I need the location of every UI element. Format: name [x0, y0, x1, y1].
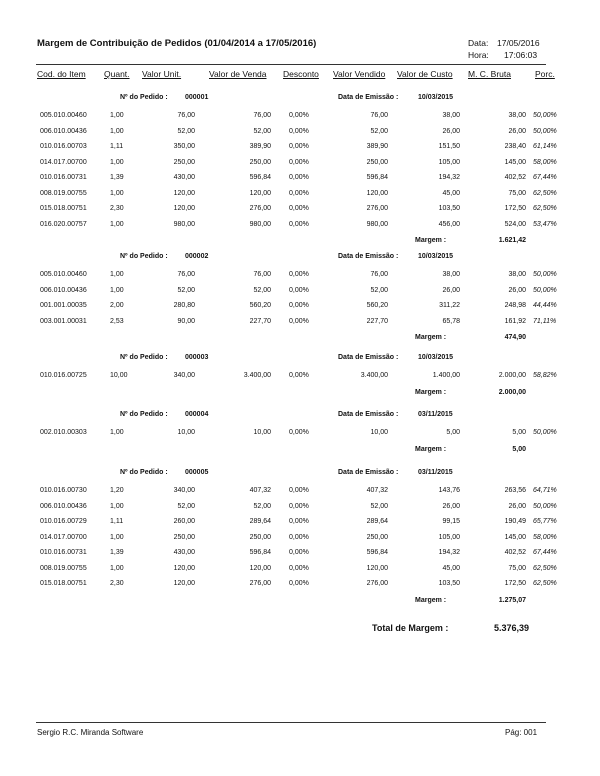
cell-valor-unit: 52,00: [177, 502, 195, 510]
cell-cod-item: 010.016.00731: [40, 174, 87, 181]
cell-mc-bruta: 524,00: [504, 220, 526, 228]
cell-valor-vendido: 596,84: [366, 549, 388, 556]
header-divider: [36, 64, 546, 65]
table-row: [0, 221, 600, 233]
cell-valor-unit: 52,00: [177, 286, 195, 294]
col-valor-vendido: Valor Vendido: [333, 69, 386, 79]
cell-mc-bruta: 145,00: [504, 533, 526, 541]
cell-valor-custo: 65,78: [442, 317, 460, 325]
col-cod-item: Cod. do Item: [37, 69, 86, 79]
col-desconto: Desconto: [283, 69, 319, 79]
cell-desconto: 0,00%: [289, 533, 309, 541]
cell-quant: 1,00: [110, 564, 124, 572]
cell-cod-item: 006.010.00436: [40, 286, 87, 294]
cell-valor-venda: 596,84: [249, 174, 271, 181]
cell-quant: 1,39: [110, 174, 124, 181]
cell-valor-venda: 120,00: [249, 189, 271, 197]
cell-valor-custo: 99,15: [442, 518, 460, 525]
cell-valor-unit: 350,00: [173, 143, 195, 150]
cell-valor-venda: 276,00: [249, 580, 271, 587]
cell-desconto: 0,00%: [289, 502, 309, 510]
cell-mc-bruta: 263,56: [504, 487, 526, 494]
cell-desconto: 0,00%: [289, 549, 309, 556]
order-number-label: Nº do Pedido :: [120, 354, 168, 361]
cell-valor-unit: 120,00: [173, 205, 195, 212]
cell-cod-item: 005.010.00460: [40, 112, 87, 119]
emission-date: 10/03/2015: [418, 354, 454, 361]
time-value: 17:06:03: [504, 50, 538, 60]
footer-divider: [36, 722, 546, 723]
cell-desconto: 0,00%: [289, 271, 309, 278]
cell-valor-custo: 45,00: [442, 564, 460, 572]
cell-valor-custo: 194,32: [438, 549, 460, 556]
col-quant: Quant.: [104, 69, 130, 79]
margin-value: 1.621,42: [498, 237, 526, 244]
cell-desconto: 0,00%: [289, 317, 309, 325]
cell-valor-vendido: 3.400,00: [360, 372, 388, 379]
cell-valor-venda: 250,00: [249, 533, 271, 541]
cell-cod-item: 008.019.00755: [40, 564, 87, 572]
table-row: [0, 271, 600, 283]
cell-valor-unit: 250,00: [173, 533, 195, 541]
col-porc: Porc.: [535, 69, 555, 79]
cell-quant: 2,00: [110, 302, 124, 309]
cell-desconto: 0,00%: [289, 564, 309, 572]
cell-porc: 58,00%: [533, 158, 557, 166]
cell-valor-vendido: 120,00: [366, 189, 388, 197]
margin-label: Margem :: [415, 596, 447, 604]
cell-porc: 50,00%: [533, 271, 557, 278]
cell-quant: 1,00: [110, 286, 124, 294]
cell-porc: 53,47%: [533, 220, 557, 228]
cell-valor-unit: 430,00: [173, 174, 195, 181]
cell-valor-vendido: 250,00: [366, 158, 388, 166]
cell-mc-bruta: 172,50: [504, 580, 526, 587]
cell-quant: 1,00: [110, 127, 124, 135]
cell-porc: 62,50%: [533, 580, 557, 587]
cell-valor-custo: 311,22: [439, 302, 460, 309]
table-row: [0, 190, 600, 202]
cell-valor-vendido: 560,20: [366, 302, 388, 309]
table-row: [0, 503, 600, 515]
cell-desconto: 0,00%: [289, 205, 309, 212]
cell-quant: 1,00: [110, 189, 124, 197]
date-value: 17/05/2016: [497, 38, 540, 48]
cell-mc-bruta: 2.000,00: [498, 372, 526, 379]
cell-desconto: 0,00%: [289, 127, 309, 135]
cell-valor-unit: 120,00: [173, 564, 195, 572]
cell-cod-item: 010.016.00731: [40, 549, 87, 556]
cell-porc: 50,00%: [533, 429, 557, 436]
total-margin-label: Total de Margem :: [372, 623, 449, 633]
footer-company: Sergio R.C. Miranda Software: [37, 728, 144, 737]
cell-mc-bruta: 26,00: [508, 286, 526, 294]
cell-cod-item: 010.016.00729: [40, 518, 87, 525]
table-row: [0, 287, 600, 299]
cell-quant: 1,11: [110, 143, 124, 150]
cell-valor-venda: 10,00: [253, 429, 271, 436]
cell-porc: 62,50%: [533, 564, 557, 572]
table-row: [0, 429, 600, 441]
table-row: [0, 372, 600, 384]
cell-quant: 10,00: [110, 372, 128, 379]
cell-mc-bruta: 5,00: [512, 429, 526, 436]
table-row: [0, 318, 600, 330]
cell-quant: 2,53: [110, 317, 124, 325]
cell-porc: 50,00%: [533, 286, 557, 294]
cell-mc-bruta: 38,00: [508, 271, 526, 278]
margin-value: 474,90: [504, 334, 526, 341]
cell-cod-item: 010.016.00703: [40, 143, 87, 150]
cell-valor-vendido: 596,84: [366, 174, 388, 181]
cell-cod-item: 008.019.00755: [40, 189, 87, 197]
cell-cod-item: 010.016.00730: [40, 487, 87, 494]
margin-label: Margem :: [415, 445, 447, 453]
cell-desconto: 0,00%: [289, 518, 309, 525]
cell-valor-unit: 250,00: [173, 158, 195, 166]
cell-valor-custo: 38,00: [442, 271, 460, 278]
cell-porc: 67,44%: [533, 174, 557, 181]
col-valor-custo: Valor de Custo: [397, 69, 453, 79]
cell-mc-bruta: 75,00: [508, 189, 526, 197]
time-label: Hora:: [468, 50, 489, 60]
cell-mc-bruta: 172,50: [504, 205, 526, 212]
cell-valor-unit: 340,00: [173, 372, 195, 379]
cell-mc-bruta: 26,00: [508, 502, 526, 510]
footer-page: Pág: 001: [505, 728, 538, 737]
cell-valor-venda: 596,84: [249, 549, 271, 556]
cell-porc: 58,00%: [533, 533, 557, 541]
cell-valor-vendido: 52,00: [370, 286, 388, 294]
margin-label: Margem :: [415, 237, 447, 244]
cell-valor-venda: 52,00: [253, 286, 271, 294]
col-valor-venda: Valor de Venda: [209, 69, 267, 79]
cell-valor-vendido: 227,70: [366, 317, 388, 325]
cell-valor-vendido: 120,00: [366, 564, 388, 572]
cell-quant: 1,00: [110, 502, 124, 510]
cell-cod-item: 015.018.00751: [40, 580, 87, 587]
cell-cod-item: 001.001.00035: [40, 302, 87, 309]
cell-valor-venda: 120,00: [249, 564, 271, 572]
cell-valor-vendido: 980,00: [366, 220, 388, 228]
cell-porc: 58,82%: [533, 372, 557, 379]
emission-date-label: Data de Emissão :: [338, 411, 399, 418]
cell-porc: 67,44%: [533, 549, 557, 556]
cell-desconto: 0,00%: [289, 112, 309, 119]
cell-cod-item: 010.016.00725: [40, 372, 87, 379]
cell-valor-unit: 76,00: [177, 112, 195, 119]
cell-desconto: 0,00%: [289, 372, 309, 379]
cell-valor-venda: 980,00: [249, 220, 271, 228]
cell-valor-vendido: 389,90: [366, 143, 388, 150]
emission-date: 10/03/2015: [418, 94, 454, 101]
order-number-label: Nº do Pedido :: [120, 253, 168, 260]
table-row: [0, 534, 600, 546]
cell-valor-vendido: 289,64: [366, 518, 388, 525]
cell-valor-venda: 289,64: [249, 518, 271, 525]
cell-desconto: 0,00%: [289, 158, 309, 166]
cell-valor-custo: 26,00: [442, 286, 460, 294]
cell-desconto: 0,00%: [289, 429, 309, 436]
cell-porc: 62,50%: [533, 189, 557, 197]
cell-cod-item: 006.010.00436: [40, 502, 87, 510]
cell-valor-custo: 26,00: [442, 502, 460, 510]
cell-cod-item: 015.018.00751: [40, 205, 87, 212]
cell-desconto: 0,00%: [289, 174, 309, 181]
cell-valor-venda: 407,32: [249, 487, 271, 494]
margin-value: 2.000,00: [498, 388, 526, 396]
cell-cod-item: 003.001.00031: [40, 317, 87, 325]
cell-valor-venda: 3.400,00: [243, 372, 271, 379]
cell-valor-vendido: 76,00: [370, 271, 388, 278]
table-row: [0, 174, 600, 186]
table-row: [0, 565, 600, 577]
cell-valor-venda: 76,00: [253, 112, 271, 119]
cell-valor-vendido: 10,00: [370, 429, 388, 436]
cell-valor-venda: 250,00: [249, 158, 271, 166]
cell-valor-venda: 276,00: [249, 205, 271, 212]
cell-desconto: 0,00%: [289, 580, 309, 587]
table-row: [0, 549, 600, 561]
order-number-label: Nº do Pedido :: [120, 94, 168, 101]
cell-valor-vendido: 407,32: [366, 487, 388, 494]
cell-valor-venda: 52,00: [253, 127, 271, 135]
cell-quant: 1,00: [110, 271, 124, 278]
emission-date-label: Data de Emissão :: [338, 469, 399, 476]
cell-porc: 71,11%: [533, 317, 557, 325]
cell-cod-item: 014.017.00700: [40, 158, 87, 166]
report-title: Margem de Contribuição de Pedidos (01/04/2014 a 17/05/2016): [37, 38, 317, 49]
cell-valor-unit: 260,00: [173, 518, 195, 525]
cell-cod-item: 005.010.00460: [40, 271, 87, 278]
cell-quant: 2,30: [110, 205, 124, 212]
cell-mc-bruta: 248,98: [504, 302, 526, 309]
emission-date: 03/11/2015: [418, 411, 453, 418]
cell-valor-custo: 1.400,00: [432, 372, 460, 379]
cell-cod-item: 014.017.00700: [40, 533, 87, 541]
date-label: Data:: [468, 38, 489, 48]
cell-mc-bruta: 402,52: [504, 174, 526, 181]
emission-date-label: Data de Emissão :: [338, 354, 399, 361]
cell-quant: 1,00: [110, 158, 124, 166]
table-row: [0, 302, 600, 314]
cell-porc: 50,00%: [533, 127, 557, 135]
cell-valor-vendido: 52,00: [370, 127, 388, 135]
cell-desconto: 0,00%: [289, 487, 309, 494]
margin-label: Margem :: [415, 388, 447, 396]
emission-date-label: Data de Emissão :: [338, 253, 399, 260]
cell-valor-custo: 103,50: [438, 205, 460, 212]
cell-valor-unit: 430,00: [173, 549, 195, 556]
cell-mc-bruta: 38,00: [508, 112, 526, 119]
cell-valor-unit: 10,00: [177, 429, 195, 436]
cell-mc-bruta: 26,00: [508, 127, 526, 135]
cell-valor-unit: 76,00: [177, 271, 195, 278]
cell-porc: 62,50%: [533, 205, 557, 212]
cell-valor-custo: 105,00: [438, 533, 460, 541]
cell-desconto: 0,00%: [289, 286, 309, 294]
cell-quant: 1,00: [110, 112, 124, 119]
cell-valor-custo: 45,00: [442, 189, 460, 197]
cell-valor-unit: 120,00: [173, 189, 195, 197]
cell-mc-bruta: 161,92: [504, 317, 526, 325]
order-number: 000001: [185, 94, 209, 101]
emission-date-label: Data de Emissão :: [338, 94, 399, 101]
cell-quant: 1,00: [110, 429, 124, 436]
cell-valor-custo: 105,00: [438, 158, 460, 166]
cell-valor-unit: 120,00: [173, 580, 195, 587]
margin-value: 5,00: [512, 445, 526, 453]
table-row: [0, 580, 600, 592]
cell-porc: 50,00%: [533, 112, 557, 119]
cell-mc-bruta: 75,00: [508, 564, 526, 572]
cell-quant: 1,20: [110, 487, 124, 494]
cell-valor-venda: 560,20: [249, 302, 271, 309]
table-row: [0, 159, 600, 171]
margin-label: Margem :: [415, 334, 447, 341]
cell-mc-bruta: 145,00: [504, 158, 526, 166]
cell-desconto: 0,00%: [289, 143, 309, 150]
cell-valor-custo: 103,50: [438, 580, 460, 587]
cell-quant: 1,11: [110, 518, 124, 525]
table-row: [0, 112, 600, 124]
cell-valor-venda: 227,70: [249, 317, 271, 325]
col-mc-bruta: M. C. Bruta: [468, 69, 511, 79]
cell-valor-unit: 52,00: [177, 127, 195, 135]
cell-valor-custo: 143,76: [438, 487, 460, 494]
cell-quant: 2,30: [110, 580, 124, 587]
order-number-label: Nº do Pedido :: [120, 411, 168, 418]
cell-valor-custo: 5,00: [446, 429, 460, 436]
table-row: [0, 143, 600, 155]
cell-quant: 1,00: [110, 533, 124, 541]
cell-cod-item: 002.010.00303: [40, 429, 87, 436]
cell-valor-vendido: 76,00: [370, 112, 388, 119]
cell-desconto: 0,00%: [289, 220, 309, 228]
cell-valor-custo: 26,00: [442, 127, 460, 135]
cell-valor-vendido: 276,00: [366, 205, 388, 212]
cell-valor-vendido: 276,00: [366, 580, 388, 587]
order-number: 000003: [185, 354, 209, 361]
cell-porc: 61,14%: [533, 143, 557, 150]
cell-valor-custo: 38,00: [442, 112, 460, 119]
order-number: 000004: [185, 411, 209, 418]
cell-porc: 64,71%: [533, 487, 557, 494]
cell-desconto: 0,00%: [289, 302, 309, 309]
cell-valor-venda: 76,00: [253, 271, 271, 278]
table-row: [0, 128, 600, 140]
order-number-label: Nº do Pedido :: [120, 469, 168, 476]
cell-valor-custo: 456,00: [438, 220, 460, 228]
cell-valor-custo: 194,32: [438, 174, 460, 181]
cell-valor-unit: 280,80: [173, 302, 195, 309]
order-number: 000005: [185, 469, 209, 476]
cell-porc: 65,77%: [533, 518, 557, 525]
cell-valor-venda: 389,90: [249, 143, 271, 150]
margin-value: 1.275,07: [498, 596, 526, 604]
emission-date: 03/11/2015: [418, 469, 453, 476]
cell-valor-unit: 980,00: [173, 220, 195, 228]
cell-cod-item: 016.020.00757: [40, 220, 87, 228]
table-row: [0, 518, 600, 530]
cell-quant: 1,39: [110, 549, 124, 556]
cell-valor-venda: 52,00: [253, 502, 271, 510]
col-valor-unit: Valor Unit.: [142, 69, 182, 79]
cell-mc-bruta: 402,52: [504, 549, 526, 556]
order-number: 000002: [185, 253, 209, 260]
cell-valor-custo: 151,50: [438, 143, 460, 150]
cell-valor-vendido: 52,00: [370, 502, 388, 510]
total-margin-value: 5.376,39: [494, 623, 530, 633]
table-row: [0, 205, 600, 217]
cell-cod-item: 006.010.00436: [40, 127, 87, 135]
cell-desconto: 0,00%: [289, 189, 309, 197]
table-row: [0, 487, 600, 499]
cell-mc-bruta: 190,49: [504, 518, 526, 525]
cell-valor-unit: 90,00: [177, 317, 195, 325]
cell-valor-unit: 340,00: [173, 487, 195, 494]
cell-quant: 1,00: [110, 220, 124, 228]
emission-date: 10/03/2015: [418, 253, 454, 260]
cell-valor-vendido: 250,00: [366, 533, 388, 541]
cell-porc: 50,00%: [533, 502, 557, 510]
cell-porc: 44,44%: [533, 302, 557, 309]
cell-mc-bruta: 238,40: [504, 143, 526, 150]
